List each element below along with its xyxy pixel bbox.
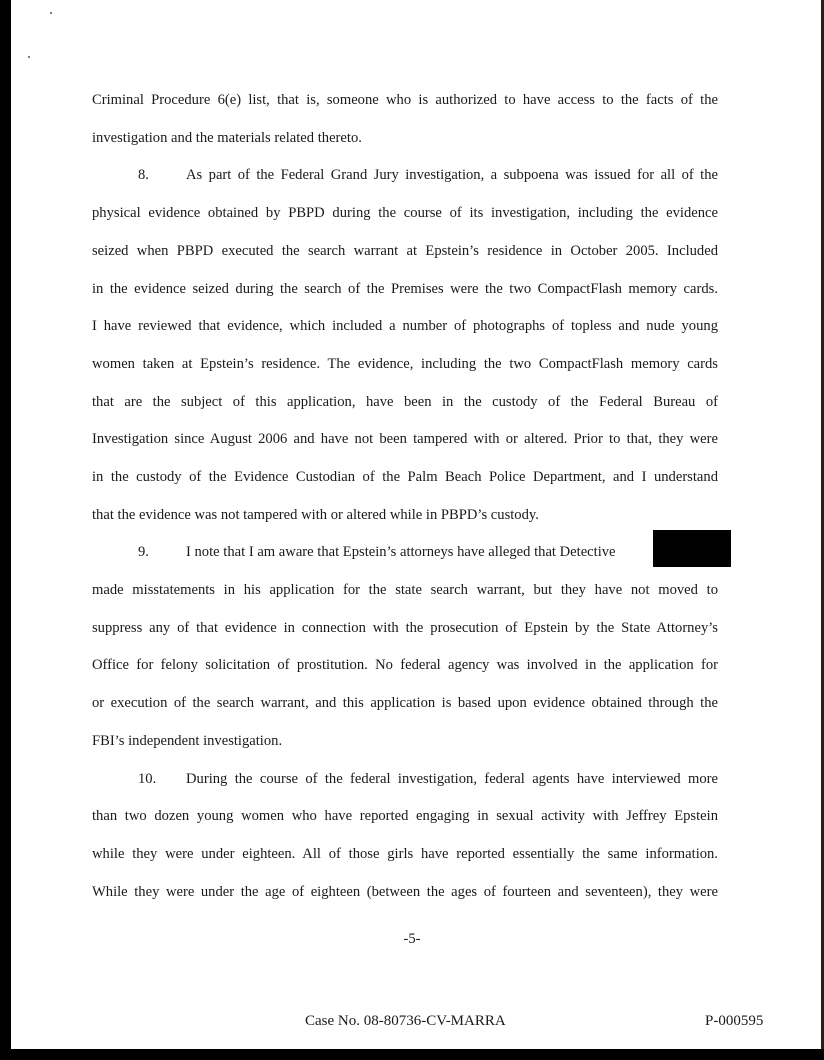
body-line: FBI’s independent investigation.	[92, 733, 283, 749]
redaction-block	[653, 530, 731, 567]
scan-left-edge	[0, 0, 11, 1060]
paragraph-number: 8.	[138, 167, 149, 183]
body-line: physical evidence obtained by PBPD during the course of its investigation, including the evidence	[92, 205, 718, 221]
body-line: investigation and the materials related thereto.	[92, 130, 362, 146]
body-line: suppress any of that evidence in connection with the prosecution of Epstein by the State Attorney’s	[92, 620, 718, 636]
page-number: -5-	[403, 931, 421, 947]
scan-bottom-edge	[0, 1049, 824, 1060]
body-line: While they were under the age of eighteen (between the ages of fourteen and seventeen), they were	[92, 884, 718, 900]
body-line: in the custody of the Evidence Custodian of the Palm Beach Police Department, and I understand	[92, 469, 718, 485]
paragraph-number: 10.	[138, 771, 157, 787]
body-line: that are the subject of this application, have been in the custody of the Federal Bureau of	[92, 394, 718, 410]
body-line: that the evidence was not tampered with or altered while in PBPD’s custody.	[92, 507, 539, 523]
body-line: I have reviewed that evidence, which included a number of photographs of topless and nude young	[92, 318, 718, 334]
body-line: Office for felony solicitation of prostitution. No federal agency was involved in the application for	[92, 657, 718, 673]
scan-speck	[50, 12, 52, 14]
body-line: Investigation since August 2006 and have not been tampered with or altered. Prior to that, they were	[92, 431, 718, 447]
body-line: in the evidence seized during the search of the Premises were the two CompactFlash memory cards.	[92, 281, 718, 297]
body-line: while they were under eighteen. All of those girls have reported essentially the same information.	[92, 846, 718, 862]
body-line: seized when PBPD executed the search warrant at Epstein’s residence in October 2005. Included	[92, 243, 718, 259]
body-line: Criminal Procedure 6(e) list, that is, someone who is authorized to have access to the facts of the	[92, 92, 718, 108]
bates-number: P-000595	[705, 1013, 764, 1029]
body-line: made misstatements in his application for the state search warrant, but they have not moved to	[92, 582, 718, 598]
case-number: Case No. 08-80736-CV-MARRA	[305, 1013, 506, 1029]
scan-speck	[28, 56, 30, 58]
body-line-text: As part of the Federal Grand Jury investigation, a subpoena was issued for all of the	[186, 167, 718, 183]
body-line-text: During the course of the federal investigation, federal agents have interviewed more	[186, 771, 718, 787]
body-line: than two dozen young women who have reported engaging in sexual activity with Jeffrey Epstein	[92, 808, 718, 824]
body-line: women taken at Epstein’s residence. The evidence, including the two CompactFlash memory cards	[92, 356, 718, 372]
body-line-text: I note that I am aware that Epstein’s attorneys have alleged that Detective	[186, 544, 616, 560]
paragraph-number: 9.	[138, 544, 149, 560]
body-line: or execution of the search warrant, and this application is based upon evidence obtained through the	[92, 695, 718, 711]
